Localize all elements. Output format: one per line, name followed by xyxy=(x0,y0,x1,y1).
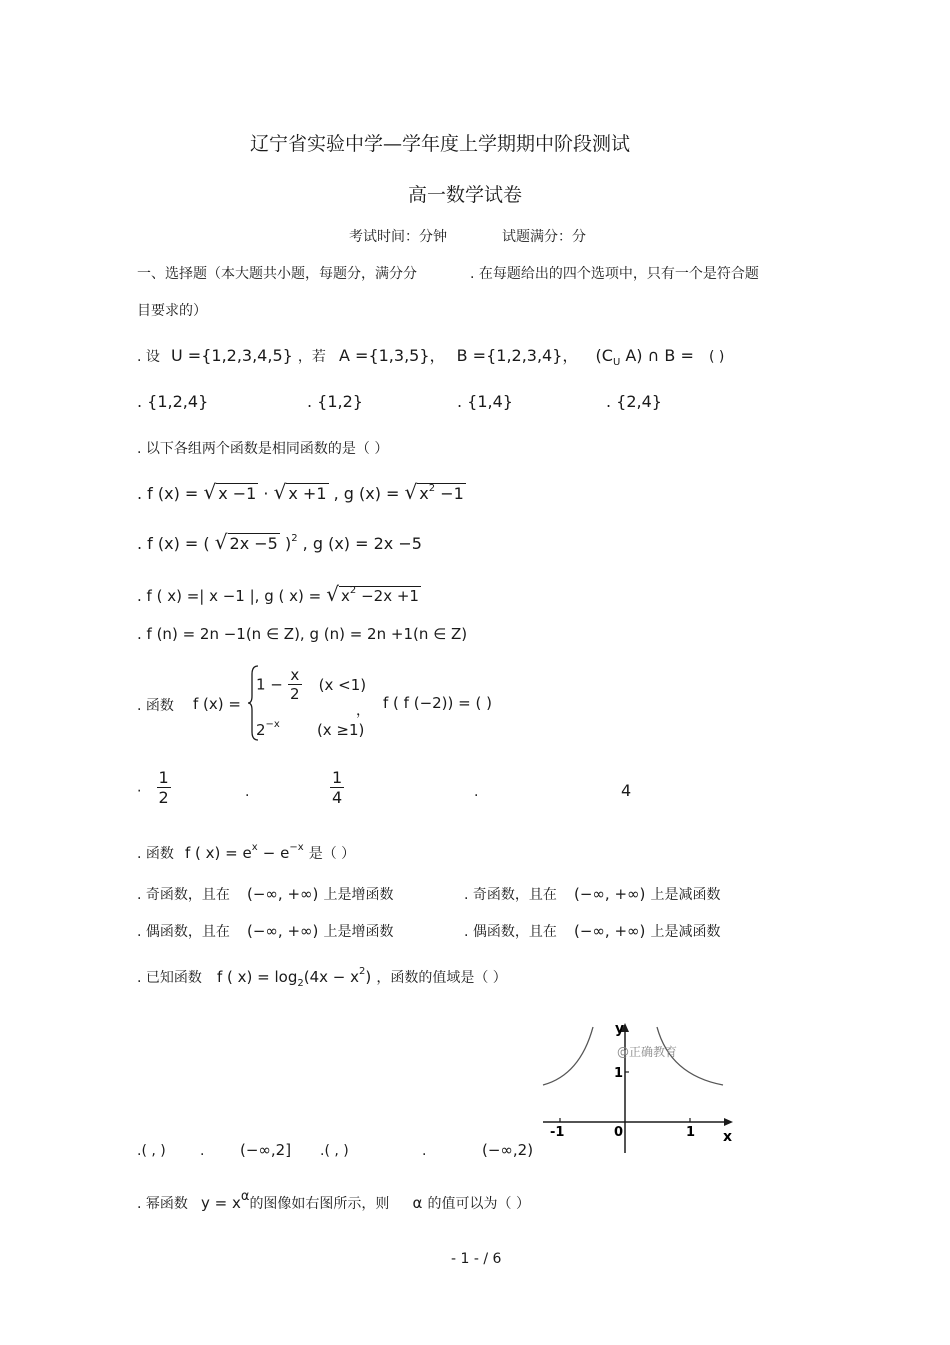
q6-prefix: . 幂函数 xyxy=(137,1196,188,1212)
q1-option-a: . {1,2,4} xyxy=(137,392,209,411)
q4a-end: 上是增函数 xyxy=(323,887,394,903)
q2c-left: . f ( x) =| x −1 |, g ( x) = xyxy=(137,587,322,605)
q5-opt-b-dot: . xyxy=(200,1143,205,1159)
q5-base: 2 xyxy=(297,978,304,989)
q3-opt-c-dot: . xyxy=(474,784,479,800)
q4-prefix: . 函数 xyxy=(137,846,174,862)
q1-paren: ( ) xyxy=(709,349,725,365)
question-2-stem: . 以下各组两个函数是相同函数的是（ ） xyxy=(137,441,389,457)
q6-alpha: α xyxy=(412,1194,423,1212)
watermark: @正确教育 xyxy=(617,1045,678,1059)
q4d-end: 上是减函数 xyxy=(650,924,721,940)
q2-option-d: . f (n) = 2n −1(n ∈ Z), g (n) = 2n +1(n ∈ Z) xyxy=(137,625,468,643)
q4-fx: f ( x) = e xyxy=(185,844,252,862)
q5-option-d: (−∞,2) xyxy=(482,1141,534,1159)
page-title: 辽宁省实验中学—学年度上学期期中阶段测试 xyxy=(250,133,631,155)
q3-piece1 xyxy=(256,666,366,703)
q3-fx: f (x) = xyxy=(193,695,241,713)
q3-prefix: . 函数 xyxy=(137,698,174,714)
q1-u-def: U ={1,2,3,4,5} xyxy=(171,346,293,365)
q4d-interval: (−∞, +∞) xyxy=(574,922,646,940)
q3-comma: ， xyxy=(356,703,370,719)
q2a-root2: x +1 xyxy=(288,484,327,503)
q2b-tail: , g (x) = 2x −5 xyxy=(302,534,422,553)
q4b-interval: (−∞, +∞) xyxy=(574,885,646,903)
q3-opt-d-value: 4 xyxy=(621,781,632,800)
q3-piece2 xyxy=(256,720,364,739)
q3-piece1-cond: (x <1) xyxy=(318,675,367,694)
question-4 xyxy=(137,843,355,863)
question-1 xyxy=(137,343,724,366)
q4a-label: . 奇函数，且在 xyxy=(137,887,230,903)
q3-piece2-cond: (x ≥1) xyxy=(316,721,365,739)
question-6 xyxy=(137,1189,530,1213)
q6-tail: 的图像如右图所示，则 xyxy=(249,1196,390,1212)
q3-opt-b-den: 4 xyxy=(332,788,343,807)
q2-option-b: . f (x) = ( √ 2x −5 )$^2$ , g (x) = 2x −5 xyxy=(137,530,422,554)
q5-fx: f ( x) = log xyxy=(217,968,298,986)
q5-option-a: .( , ) xyxy=(137,1143,166,1159)
q4-option-b xyxy=(464,884,720,904)
q2-option-c: . f ( x) =| x −1 |, g ( x) = √ $x^2 -2x +1$ xyxy=(137,582,419,606)
section-heading: 一、选择题（本大题共小题，每题分，满分分 xyxy=(137,266,417,282)
q1-if: ，若 xyxy=(297,349,326,365)
q4a-interval: (−∞, +∞) xyxy=(247,885,319,903)
q2a-tail: −1 xyxy=(440,484,464,503)
q5-option-b: (−∞,2] xyxy=(240,1141,292,1159)
q3-piece2-base: 2 xyxy=(256,721,266,739)
q4c-label: . 偶函数，且在 xyxy=(137,924,230,940)
tick-pos1-label: 1 xyxy=(686,1125,696,1140)
q2a-dot: · xyxy=(263,484,269,503)
q1-prefix: . 设 xyxy=(137,349,160,365)
section-heading-line2: 目要求的） xyxy=(137,303,207,319)
q4b-end: 上是减函数 xyxy=(650,887,721,903)
q3-piece1-num: x xyxy=(288,666,302,685)
q1-expr-sub: U xyxy=(612,357,621,368)
q1-expr-c: (C xyxy=(595,346,613,365)
q6-exp: α xyxy=(240,1189,250,1204)
q5-option-c: .( , ) xyxy=(320,1143,349,1159)
full-score: 试题满分：分 xyxy=(502,229,586,245)
q2b-close: ) xyxy=(284,534,292,553)
q2a-left: . f (x) = xyxy=(137,484,199,503)
q4d-label: . 偶函数，且在 xyxy=(464,924,557,940)
q4-option-a xyxy=(137,884,393,904)
y-axis-label: y xyxy=(615,1021,625,1037)
q5-arg: (4x − x xyxy=(303,968,360,986)
q4-mid: − e xyxy=(262,844,290,862)
section-heading-cont: . 在每题给出的四个选项中，只有一个是符合题 xyxy=(470,266,759,282)
q1-expr-rest: A) ∩ B = xyxy=(625,346,694,365)
q6-expr: y = x xyxy=(201,1194,241,1212)
q3-opt-a-dot: . xyxy=(137,779,142,796)
q4-option-c xyxy=(137,921,393,941)
q1-option-b: . {1,2} xyxy=(307,392,363,411)
x-axis-label: x xyxy=(723,1129,733,1145)
q2c-root: x xyxy=(341,587,350,605)
tick-y1-label: 1 xyxy=(614,1066,624,1081)
curve-left-branch xyxy=(543,1027,593,1085)
q1-option-c: . {1,4} xyxy=(457,392,513,411)
q1-b-def: B ={1,2,3,4}， xyxy=(456,346,579,365)
q2a-g: , g (x) = xyxy=(333,484,400,503)
q4b-label: . 奇函数，且在 xyxy=(464,887,557,903)
q1-option-d: . {2,4} xyxy=(606,392,662,411)
tick-neg1-label: -1 xyxy=(550,1125,565,1140)
x-axis-arrow xyxy=(724,1118,733,1126)
origin-label: 0 xyxy=(614,1125,624,1140)
q2a-root3: x xyxy=(419,484,429,503)
q5-arg-exp: 2 xyxy=(359,966,366,977)
q3-opt-b-dot: . xyxy=(245,784,250,800)
page-number: - 1 - / 6 xyxy=(451,1251,502,1267)
q2a-root1: x −1 xyxy=(218,484,257,503)
q5-prefix: . 已知函数 xyxy=(137,970,202,986)
q5-arg-close: ) xyxy=(365,968,372,986)
q3-opt-a-den: 2 xyxy=(158,788,169,807)
q2b-root: 2x −5 xyxy=(229,534,278,553)
q3-opt-a-num: 1 xyxy=(158,768,169,787)
q3-piece2-exp: −x xyxy=(265,719,280,730)
q3-piece1-den: 2 xyxy=(289,685,300,703)
question-5 xyxy=(137,967,507,987)
q4-tail: 是（ ） xyxy=(308,846,356,862)
q4c-interval: (−∞, +∞) xyxy=(247,922,319,940)
q2c-tail: −2x +1 xyxy=(361,587,419,605)
q4-exp1: x xyxy=(251,842,258,853)
q1-a-def: A ={1,3,5}， xyxy=(339,346,446,365)
q3-opt-b-num: 1 xyxy=(332,768,343,787)
q6-tail2: 的值可以为（ ） xyxy=(427,1196,530,1212)
page-subtitle: 高一数学试卷 xyxy=(408,184,523,206)
q3-option-b xyxy=(330,768,344,807)
q4c-end: 上是增函数 xyxy=(323,924,394,940)
q5-opt-d-dot: . xyxy=(422,1143,427,1159)
q2b-exp: 2 xyxy=(291,533,298,544)
q5-tail: ，函数的值域是（ ） xyxy=(376,970,507,986)
q2c-exp: 2 xyxy=(349,585,357,596)
exam-time: 考试时间：分钟 xyxy=(349,229,447,245)
q2a-exp: 2 xyxy=(428,483,436,494)
q4-option-d xyxy=(464,921,720,941)
q3-option-a xyxy=(137,768,171,807)
q4-exp2: −x xyxy=(289,842,304,853)
q3-piece1-a: 1 − xyxy=(256,675,283,694)
power-function-graph xyxy=(535,1015,740,1155)
q3-ask: f ( f (−2)) = ( ) xyxy=(383,694,492,712)
q2b-left: . f (x) = ( xyxy=(137,534,210,553)
q2-option-a: . f (x) = √ x −1 · √ x +1 , g (x) = √ $x^2 -1$ xyxy=(137,480,464,504)
